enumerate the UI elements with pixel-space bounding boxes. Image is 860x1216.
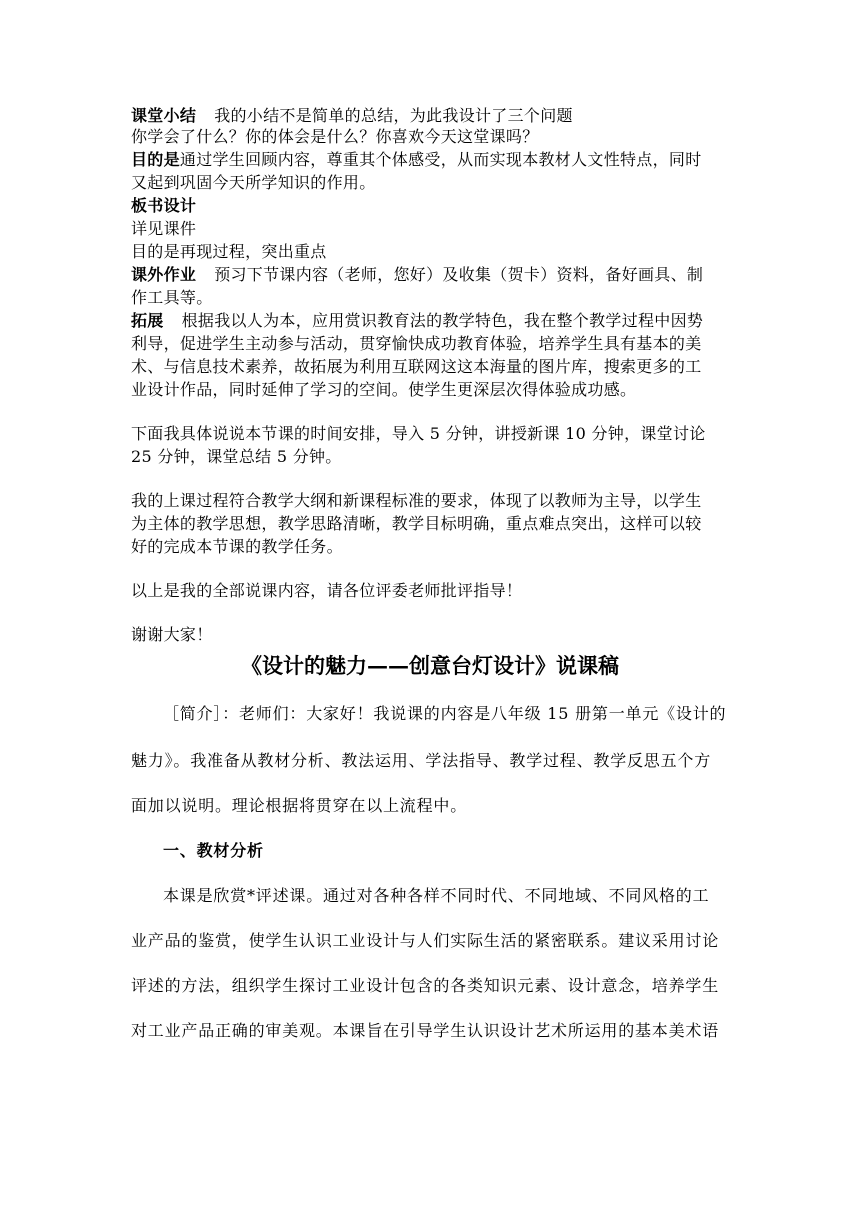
conclusion-line-3: 好的完成本节课的教学任务。 bbox=[131, 537, 343, 556]
intro-line-2: 魅力》。我准备从教材分析、教法运用、学法指导、教学过程、教学反思五个方 bbox=[131, 751, 712, 770]
board-line-1: 详见课件 bbox=[131, 219, 197, 238]
purpose-text: 通过学生回顾内容，尊重其个体感受，从而实现本教材人文性特点，同时 bbox=[179, 150, 702, 169]
document-title: 《设计的魅力——创意台灯设计》说课稿 bbox=[241, 653, 619, 678]
extension-text: 根据我以人为本，应用赏识教育法的教学特色，我在整个教学过程中因势 bbox=[181, 311, 704, 330]
conclusion-line-1: 我的上课过程符合教学大纲和新课程标准的要求，体现了以教师为主导，以学生 bbox=[131, 491, 702, 510]
extension-label: 拓展 bbox=[131, 311, 164, 330]
board-line-2: 目的是再现过程，突出重点 bbox=[131, 242, 327, 261]
extension-line bbox=[131, 311, 703, 331]
intro-line-1: ［简介］：老师们：大家好！我说课的内容是八年级 15 册第一单元《设计的 bbox=[163, 704, 727, 723]
summary-text: 我的小结不是简单的总结，为此我设计了三个问题 bbox=[214, 106, 573, 125]
summary-questions: 你学会了什么？你的体会是什么？你喜欢今天这堂课吗？ bbox=[131, 127, 539, 146]
homework-label: 课外作业 bbox=[131, 265, 197, 284]
closing-line-1: 以上是我的全部说课内容，请各位评委老师批评指导！ bbox=[131, 581, 523, 600]
closing-line-2: 谢谢大家！ bbox=[131, 625, 213, 644]
schedule-line-1: 下面我具体说说本节课的时间安排，导入 5 分钟，讲授新课 10 分钟，课堂讨论 bbox=[131, 424, 706, 443]
purpose-line bbox=[131, 150, 702, 170]
section-heading: 一、教材分析 bbox=[163, 841, 264, 860]
extension-line-2: 利导，促进学生主动参与活动，贯穿愉快成功教育体验，培养学生具有基本的美 bbox=[131, 334, 702, 353]
homework-text: 预习下节课内容（老师，您好）及收集（贺卡）资料，备好画具、制 bbox=[214, 265, 704, 284]
conclusion-line-2: 为主体的教学思想，教学思路清晰，教学目标明确，重点难点突出，这样可以较 bbox=[131, 514, 702, 533]
summary-label: 课堂小结 bbox=[131, 106, 197, 125]
purpose-line-2: 又起到巩固今天所学知识的作用。 bbox=[131, 173, 376, 192]
extension-line-3: 术、与信息技术素养，故拓展为利用互联网这这本海量的图片库，搜索更多的工 bbox=[131, 357, 702, 376]
section-line-3: 评述的方法，组织学生探讨工业设计包含的各类知识元素、设计意念，培养学生 bbox=[131, 976, 720, 995]
homework-line bbox=[131, 265, 703, 285]
extension-line-4: 业设计作品，同时延伸了学习的空间。使学生更深层次得体验成功感。 bbox=[131, 380, 637, 399]
summary-line bbox=[131, 106, 573, 126]
section-line-1: 本课是欣赏*评述课。通过对各种各样不同时代、不同地域、不同风格的工 bbox=[163, 886, 710, 905]
section-line-2: 业产品的鉴赏，使学生认识工业设计与人们实际生活的紧密联系。建议采用讨论 bbox=[131, 931, 720, 950]
intro-line-3: 面加以说明。理论根据将贯穿在以上流程中。 bbox=[131, 796, 468, 815]
homework-line-2: 作工具等。 bbox=[131, 288, 213, 307]
purpose-label: 目的是 bbox=[131, 150, 180, 169]
section-line-4: 对工业产品正确的审美观。本课旨在引导学生认识设计艺术所运用的基本美术语 bbox=[131, 1021, 720, 1040]
board-label: 板书设计 bbox=[131, 196, 197, 215]
schedule-line-2: 25 分钟，课堂总结 5 分钟。 bbox=[131, 447, 342, 466]
